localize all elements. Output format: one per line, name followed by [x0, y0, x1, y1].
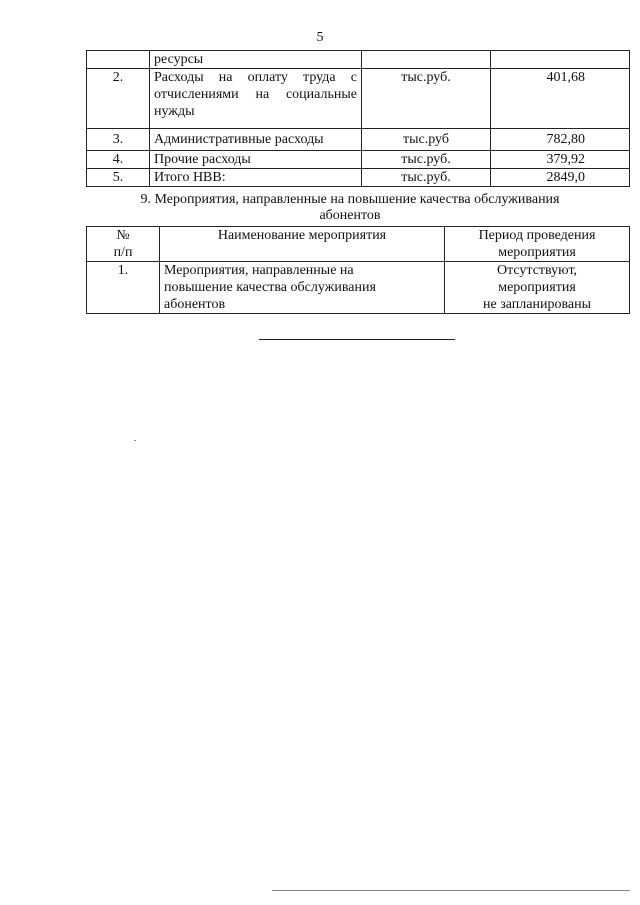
- row-number: [87, 51, 150, 69]
- row-value: 782,80: [491, 129, 630, 151]
- table-row: [87, 129, 630, 151]
- row-period: [445, 262, 630, 314]
- end-rule: [259, 339, 455, 340]
- table-header-row: [87, 227, 630, 262]
- row-number: 3.: [87, 129, 150, 151]
- section-title: [100, 192, 600, 224]
- header-number: [87, 227, 160, 262]
- row-value: 379,92: [491, 151, 630, 169]
- row-number: 2.: [87, 69, 150, 129]
- page-number: 5: [316, 30, 324, 45]
- table-row: [87, 169, 630, 187]
- row-number: 4.: [87, 151, 150, 169]
- row-name-line: повышение качества обслуживания: [164, 280, 376, 295]
- row-name: [150, 129, 362, 151]
- row-name-line: абонентов: [164, 297, 226, 312]
- row-value: 2849,0: [491, 169, 630, 187]
- row-period-line: Отсутствуют,: [496, 263, 578, 278]
- section-title-line: 9. Мероприятия, направленные на повышение качества обслуживания: [140, 192, 560, 207]
- row-name-line: нужды: [154, 104, 195, 119]
- row-name-line: Итого НВВ:: [154, 170, 226, 185]
- row-unit: тыс.руб: [362, 129, 491, 151]
- row-unit: тыс.руб.: [362, 169, 491, 187]
- table-row: [87, 69, 630, 129]
- header-name: [160, 227, 445, 262]
- row-name-line: Расходы на оплату труда с: [154, 70, 357, 85]
- row-unit: [362, 51, 491, 69]
- measures-table: [86, 226, 630, 314]
- row-name-line: Прочие расходы: [154, 152, 251, 167]
- table-row: [87, 151, 630, 169]
- scan-speck: [134, 440, 136, 441]
- footer-rule: [272, 890, 630, 891]
- header-period-line: мероприятия: [498, 245, 576, 260]
- row-name: [150, 169, 362, 187]
- header-name-line: Наименование мероприятия: [217, 228, 387, 243]
- header-period: [445, 227, 630, 262]
- row-value: 401,68: [491, 69, 630, 129]
- row-number: 5.: [87, 169, 150, 187]
- costs-table: [86, 50, 630, 187]
- row-period-line: не запланированы: [483, 297, 591, 312]
- section-title-line: абонентов: [319, 208, 381, 223]
- header-period-line: Период проведения: [478, 228, 596, 243]
- row-name: [150, 69, 362, 129]
- row-value: [491, 51, 630, 69]
- header-number-line: п/п: [113, 245, 133, 260]
- row-name-line: ресурсы: [154, 52, 204, 67]
- row-unit: тыс.руб.: [362, 69, 491, 129]
- row-unit: тыс.руб.: [362, 151, 491, 169]
- row-name: [150, 151, 362, 169]
- row-name-line: отчислениями на социальные: [154, 87, 357, 102]
- row-name-line: Административные расходы: [154, 132, 324, 147]
- row-name: [150, 51, 362, 69]
- row-name: [160, 262, 445, 314]
- header-number-line: №: [116, 228, 130, 243]
- table-row: [87, 262, 630, 314]
- row-period-line: мероприятия: [498, 280, 576, 295]
- row-number: 1.: [87, 262, 160, 314]
- table-row: [87, 51, 630, 69]
- row-name-line: Мероприятия, направленные на: [164, 263, 354, 278]
